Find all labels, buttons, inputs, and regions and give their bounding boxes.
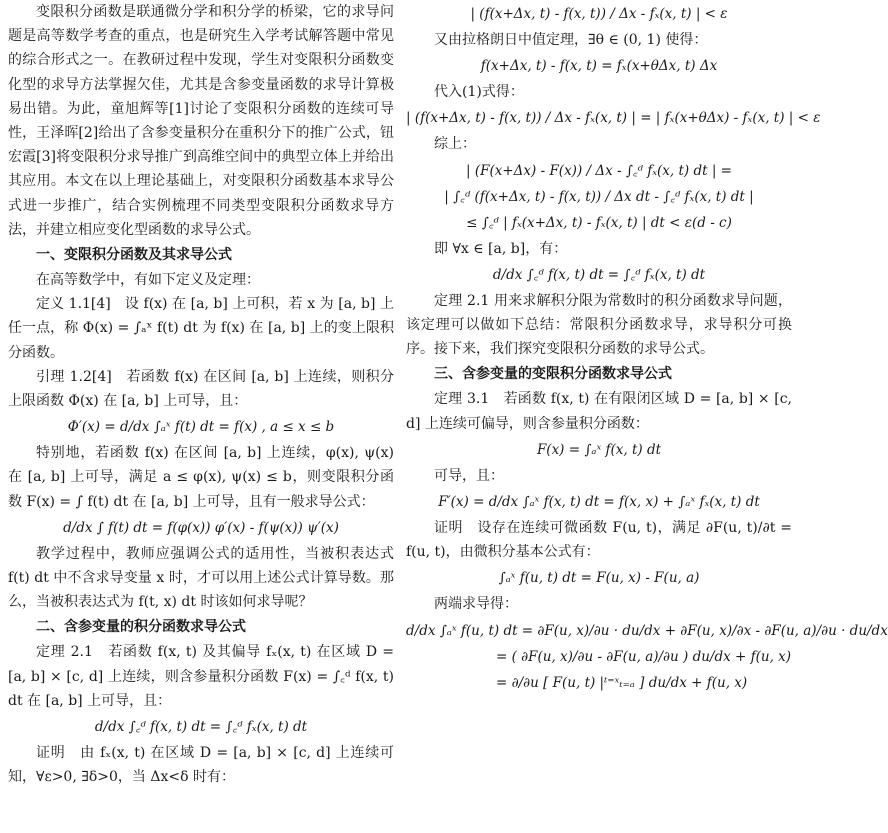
proof-paragraph: 证明 由 fₓ(x, t) 在区域 D = [a, b] × [c, d] 上连续可知，∀ε>0, ∃δ>0，当 Δx<δ 时有： (8, 745, 394, 786)
section-1-heading: 一、变限积分函数及其求导公式 (36, 247, 232, 264)
right-column (406, 0, 888, 697)
summary-label: 综上： (434, 136, 476, 153)
sec1-paragraph: 在高等数学中，有如下定义及定理： (36, 272, 260, 289)
equation-result: d/dx ∫꜀ᵈ f(x, t) dt = ∫꜀ᵈ fₓ(x, t) dt (492, 266, 706, 283)
equation-summary-3: ≤ ∫꜀ᵈ | fₓ(x+Δx, t) - fₓ(x, t) | dt < ε(d - c) (466, 214, 732, 231)
section-3-heading: 三、含参变量的变限积分函数求导公式 (434, 366, 672, 383)
equation-newton-leibniz: ∫ₐˣ f(u, t) dt = F(u, x) - F(u, a) (498, 570, 700, 587)
equation-F-def: F(x) = ∫ₐˣ f(x, t) dt (536, 441, 662, 458)
equation-substituted: | (f(x+Δx, t) - f(x, t)) / Δx - fₓ(x, t) | = | fₓ(x+θΔx) - fₓ(x, t) | < ε (406, 110, 821, 127)
equation-summary-1: | (F(x+Δx) - F(x)) / Δx - ∫꜀ᵈ fₓ(x, t) dt | = (466, 162, 732, 179)
intro-paragraph: 变限积分函数是联通微分学和积分学的桥梁，它的求导问题是高等数学考查的重点，也是研究生入学考试解答题中常见的综合形式之一。在教研过程中发现，学生对变限积分函数变化型的求导方法掌握欠佳，尤其是含参变量函数的求导计算极易出错。为此，童旭辉等[1]讨论了变限积分函数的连续可导性，王泽晖[2]给出了含参变量积分在重积分下的推广公式，钮宏霞[3]将变限积分求导推广到高维空间中的典型立体上并给出其应用。本文在以上理论基础上，对变限积分函数基本求导公式进一步推广，结合实例梳理不同类型变限积分函数求导方法，并建立相应变化型函数的求导公式。 (8, 4, 394, 238)
equation-epsilon-bound: | (f(x+Δx, t) - f(x, t)) / Δx - fₓ(x, t) | < ε (470, 6, 728, 22)
equation-chain-2: = ( ∂F(u, x)/∂u - ∂F(u, a)/∂u ) du/dx + f(u, x) (496, 648, 792, 665)
teaching-paragraph: 教学过程中，教师应强调公式的适用性，当被积表达式 f(t) dt 中不含求导变量 x 时，才可以用上述公式计算导数。那么，当被积表达式为 f(t, x) dt 时该如何求导呢？ (8, 545, 394, 611)
equation-summary-2: | ∫꜀ᵈ (f(x+Δx, t) - f(x, t)) / Δx dt - ∫꜀ᵈ fₓ(x, t) dt | (444, 188, 754, 205)
theorem-2-1: 定理 2.1 若函数 f(x, t) 及其偏导 fₓ(x, t) 在区域 D = [a, b] × [c, d] 上连续，则含参量积分函数 F(x) = ∫꜀ᵈ f(x, t) dt 在 [a, b] 上可导，且： (8, 644, 394, 709)
special-case-paragraph: 特别地，若函数 f(x) 在区间 [a, b] 上连续，φ(x), ψ(x) 在 [a, b] 上可导，满足 a ≤ φ(x), ψ(x) ≤ b，则变限积分函数 F(x) = ∫ f(t) dt 在 [a, b] 上可导，且有一般求导公式： (8, 445, 394, 510)
equation-phi-derivative: Φ′(x) = d/dx ∫ₐˣ f(t) dt = f(x) , a ≤ x ≤ b (67, 419, 335, 436)
derivable-label: 可导，且： (434, 467, 504, 484)
lemma-1-2: 引理 1.2[4] 若函数 f(x) 在区间 [a, b] 上连续，则积分上限函数 Φ(x) 在 [a, b] 上可导，且： (8, 368, 394, 410)
substitute-paragraph: 代入(1)式得： (434, 84, 524, 101)
equation-chain-3: = ∂/∂u [ F(u, t) |ᵗ⁼ˣₜ₌ₐ ] du/dx + f(u, x) (496, 674, 748, 691)
equation-general-derivative: d/dx ∫ f(t) dt = f(φ(x)) φ′(x) - f(ψ(x)) ψ′(x) (63, 519, 339, 536)
equation-lagrange: f(x+Δx, t) - f(x, t) = fₓ(x+θΔx, t) Δx (480, 58, 718, 75)
theorem-note-paragraph: 定理 2.1 用来求解积分限为常数时的积分函数求导问题，该定理可以做如下总结：常限积分函数求导，求导积分可换序。接下来，我们探究变限积分函数的求导公式。 (406, 292, 792, 358)
left-column (8, 0, 394, 789)
lagrange-paragraph: 又由拉格朗日中值定理，∃θ ∈ (0, 1) 使得： (434, 32, 708, 48)
equation-F-derivative: F′(x) = d/dx ∫ₐˣ f(x, t) dt = f(x, x) + ∫ₐˣ fₓ(x, t) dt (438, 494, 760, 511)
theorem-3-1: 定理 3.1 若函数 f(x, t) 在有限闭区域 D = [a, b] × [c, d] 上连续可偏导，则含参量积分函数： (406, 391, 792, 432)
section-2-heading: 二、含参变量的积分函数求导公式 (36, 619, 246, 636)
forall-paragraph: 即 ∀x ∈ [a, b]，有： (434, 240, 568, 257)
differentiate-label: 两端求导得： (434, 596, 518, 613)
equation-chain-1: d/dx ∫ₐˣ f(u, t) dt = ∂F(u, x)/∂u · du/dx + ∂F(u, x)/∂x - ∂F(u, a)/∂u · du/dx (406, 622, 888, 639)
equation-thm21: d/dx ∫꜀ᵈ f(x, t) dt = ∫꜀ᵈ fₓ(x, t) dt (94, 719, 308, 736)
definition-1-1: 定义 1.1[4] 设 f(x) 在 [a, b] 上可积，若 x 为 [a, b] 上任一点，称 Φ(x) = ∫ₐˣ f(t) dt 为 f(x) 在 [a, b] 上的变上限积分函数。 (8, 296, 394, 361)
proof-3-1-paragraph: 证明 设存在连续可微函数 F(u, t)，满足 ∂F(u, t)/∂t = f(u, t)，由微积分基本公式有： (406, 520, 792, 561)
